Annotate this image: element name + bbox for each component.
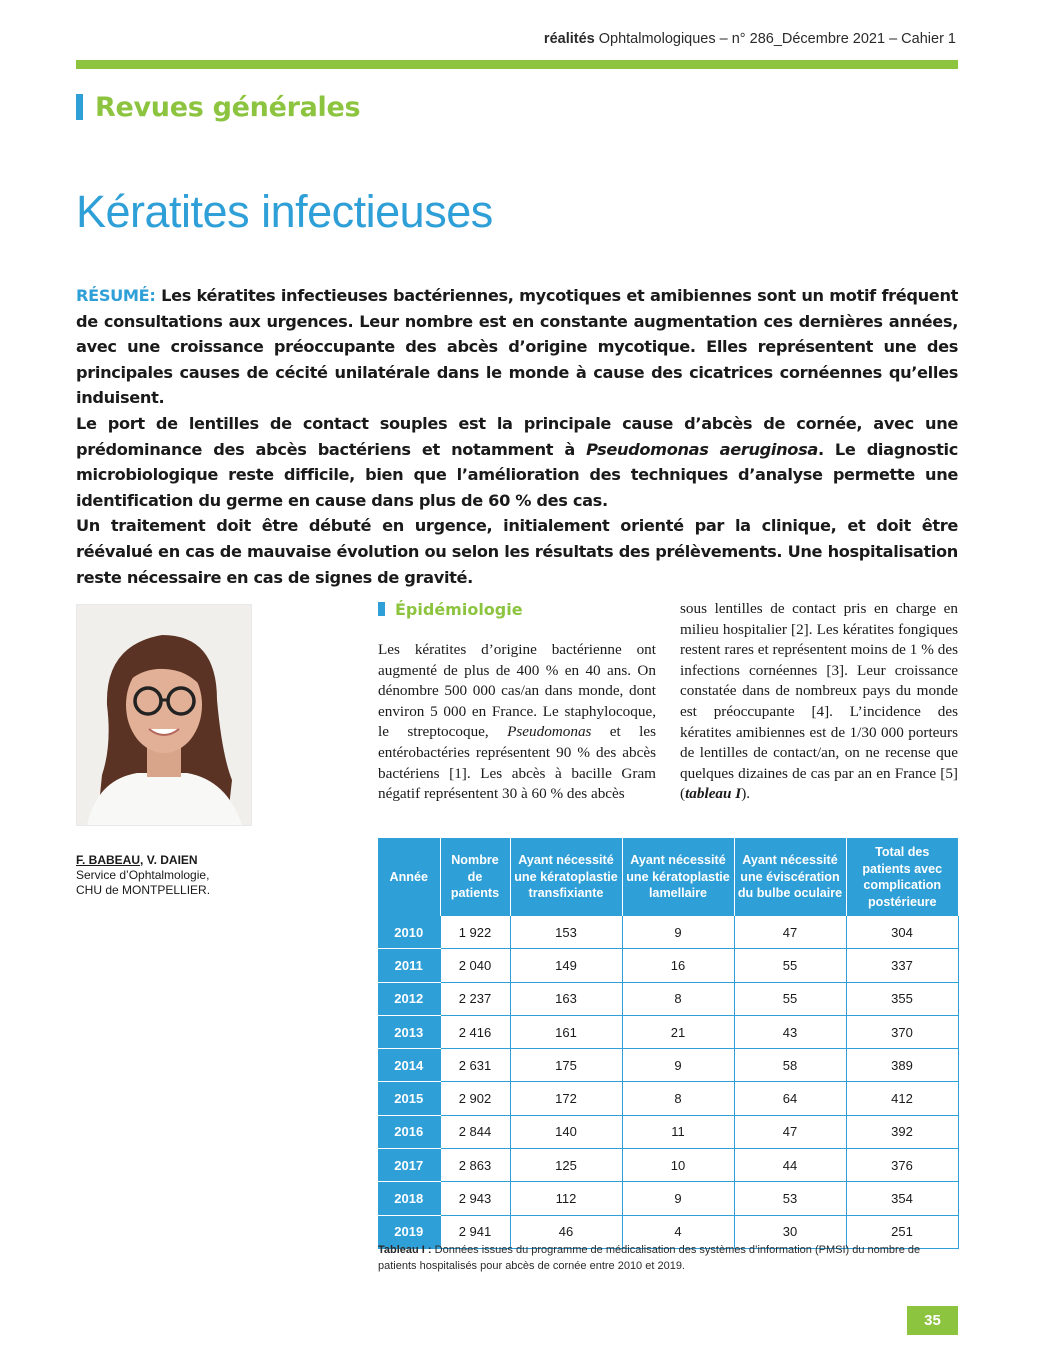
col1-text-a: Les kératites d’origine bactérienne ont augmenté de plus de 400 % en 40 ans. On dénombre 500 000 cas/an dans monde, dont environ 5 000 en France. Le staphylocoque, le streptocoque, [378,641,656,741]
table-cell: 2 943 [440,1182,510,1215]
table-row [378,1049,958,1082]
abstract-paragraph-2 [76,411,958,513]
table-cell: 44 [734,1149,846,1182]
author-portrait-illustration [77,605,251,825]
table-cell: 172 [510,1082,622,1115]
abstract-text-2a: Le port de lentilles de contact souples est la principale cause d’abcès de cornée, avec une prédominance des abcès bactériens et notamment à [76,413,958,459]
author-separator: , [140,853,147,867]
table-cell: 392 [846,1115,958,1148]
table-year-cell: 2013 [378,1015,440,1048]
table-year-cell: 2015 [378,1082,440,1115]
table-row [378,1015,958,1048]
author-2: V. DAIEN [146,853,198,867]
table-cell: 2 941 [440,1215,510,1248]
table-cell: 337 [846,949,958,982]
table-year-cell: 2012 [378,982,440,1015]
table-caption [378,1243,958,1274]
table-cell: 9 [622,1182,734,1215]
table-cell: 58 [734,1049,846,1082]
table-cell: 389 [846,1049,958,1082]
table-cell: 8 [622,1082,734,1115]
table-cell: 370 [846,1015,958,1048]
epidemiology-heading-text: Épidémiologie [395,599,523,619]
table-cell: 2 040 [440,949,510,982]
table-header-cell: Total des patients avec complication postérieure [846,838,958,916]
table-year-cell: 2019 [378,1215,440,1248]
table-header-cell: Ayant nécessité une éviscération du bulbe oculaire [734,838,846,916]
table-cell: 163 [510,982,622,1015]
section-tag [76,92,360,122]
affiliation-line-1: Service d’Ophtalmologie, [76,868,210,882]
table-cell: 8 [622,982,734,1015]
heading-marker [378,602,385,616]
abstract-paragraph-1 [76,283,958,411]
table-cell: 64 [734,1082,846,1115]
data-table [378,838,959,1249]
table-cell: 251 [846,1215,958,1248]
body-column-2 [680,599,958,805]
author-block [76,853,210,898]
table-row [378,1182,958,1215]
table-header-cell: Année [378,838,440,916]
table-cell: 112 [510,1182,622,1215]
table-cell: 175 [510,1049,622,1082]
table-year-cell: 2018 [378,1182,440,1215]
table-row [378,982,958,1015]
table-cell: 2 863 [440,1149,510,1182]
table-year-cell: 2011 [378,949,440,982]
table-cell: 21 [622,1015,734,1048]
table-cell: 1 922 [440,916,510,949]
abstract-text-1: Les kératites infectieuses bactériennes, mycotiques et amibiennes sont un motif fréquent de consultations aux urgences. Leur nombre est en constante augmentation ces dernières années, avec une croissance préoccupante des abcès d’origine mycotique. Elles représentent une des principales causes de cécité unilatérale dans le monde à cause des cicatrices cornéennes qu’elles induisent. [76,286,958,408]
table-cell: 53 [734,1182,846,1215]
col1-species: Pseudomonas [507,723,592,741]
table-cell: 11 [622,1115,734,1148]
abstract-paragraph-3: Un traitement doit être débuté en urgence, initialement orienté par la clinique, et doit être réévalué en cas de mauvaise évolution ou selon les résultats des prélèvements. Une hospitalisation reste nécessaire en cas de signes de gravité. [76,516,958,587]
table-cell: 2 631 [440,1049,510,1082]
table-cell: 153 [510,916,622,949]
epidemiology-heading [378,598,523,620]
table-cell: 304 [846,916,958,949]
section-label: Revues générales [95,91,361,123]
table-year-cell: 2014 [378,1049,440,1082]
table-year-cell: 2016 [378,1115,440,1148]
table-row [378,1082,958,1115]
table-cell: 2 902 [440,1082,510,1115]
table-row [378,1115,958,1148]
table-row [378,916,958,949]
table-cell: 47 [734,916,846,949]
table-cell: 55 [734,982,846,1015]
article-title: Kératites infectieuses [76,186,493,237]
table-cell: 4 [622,1215,734,1248]
table-cell: 125 [510,1149,622,1182]
table-cell: 9 [622,916,734,949]
author-photo [76,604,252,826]
running-header [76,31,956,47]
table-cell: 30 [734,1215,846,1248]
table-cell: 354 [846,1182,958,1215]
author-names [76,853,210,868]
table-cell: 140 [510,1115,622,1148]
author-1: F. BABEAU [76,853,141,867]
table-row [378,949,958,982]
abstract-label: RÉSUMÉ: [76,286,156,305]
caption-text: Données issues du programme de médicalisation des systèmes d’information (PMSI) du nombre de patients hospitalisés pour abcès de cornée entre 2010 et 2019. [378,1244,921,1272]
table-header-cell: Ayant nécessité une kératoplastie transfixiante [510,838,622,916]
col2-text-a: sous lentilles de contact pris en charge en milieu hospitalier [2]. Les kératites fongiques restent rares et représentent moins de 1 % des infections cornéennes [3]. Leur croissance constatée dans de nombreux pays du monde est préoccupante [4]. L’incidence des kératites amibiennes est de 1/30 000 porteurs de lentilles de contact/an, on ne recense que quelques dizaines de cas par an en France [5] ( [680,600,958,803]
affiliation-line-2: CHU de MONTPELLIER. [76,883,211,897]
col1-text-b: et les entérobactéries représentent 90 % des abcès bactériens [1]. Les abcès à bacille Gram négatif représentent 30 à 60 % des abcès [378,723,656,803]
journal-name: réalités [543,31,595,47]
table-cell: 16 [622,949,734,982]
table-cell: 149 [510,949,622,982]
table-header-cell: Ayant nécessité une kératoplastie lamellaire [622,838,734,916]
table-header-row [378,838,958,916]
table-year-cell: 2010 [378,916,440,949]
table-header-cell: Nombre de patients [440,838,510,916]
table-cell: 9 [622,1049,734,1082]
table-cell: 10 [622,1149,734,1182]
abstract-text-2b: . Le diagnostic microbiologique reste difficile, bien que l’amélioration des techniques d’analyse permette une identification du germe en cause dans plus de 60 % des cas. [76,439,959,510]
table-year-cell: 2017 [378,1149,440,1182]
caption-label: Tableau I : [378,1244,432,1256]
table-cell: 47 [734,1115,846,1148]
table-cell: 355 [846,982,958,1015]
col2-text-b: ). [741,785,751,803]
table-row [378,1149,958,1182]
table-cell: 55 [734,949,846,982]
table-cell: 412 [846,1082,958,1115]
table-cell: 46 [510,1215,622,1248]
table-cell: 43 [734,1015,846,1048]
table-cell: 376 [846,1149,958,1182]
body-column-1 [378,640,656,805]
page-number: 35 [907,1306,958,1335]
table-cell: 161 [510,1015,622,1048]
table-reference: tableau I [685,785,742,803]
table-cell: 2 237 [440,982,510,1015]
section-marker [76,94,83,120]
abstract-species: Pseudomonas aeruginosa [586,439,818,459]
table-cell: 2 844 [440,1115,510,1148]
abstract [76,283,958,590]
header-divider [76,60,958,69]
table-cell: 2 416 [440,1015,510,1048]
issue-info: Ophtalmologiques – n° 286_Décembre 2021 – Cahier 1 [594,31,956,47]
